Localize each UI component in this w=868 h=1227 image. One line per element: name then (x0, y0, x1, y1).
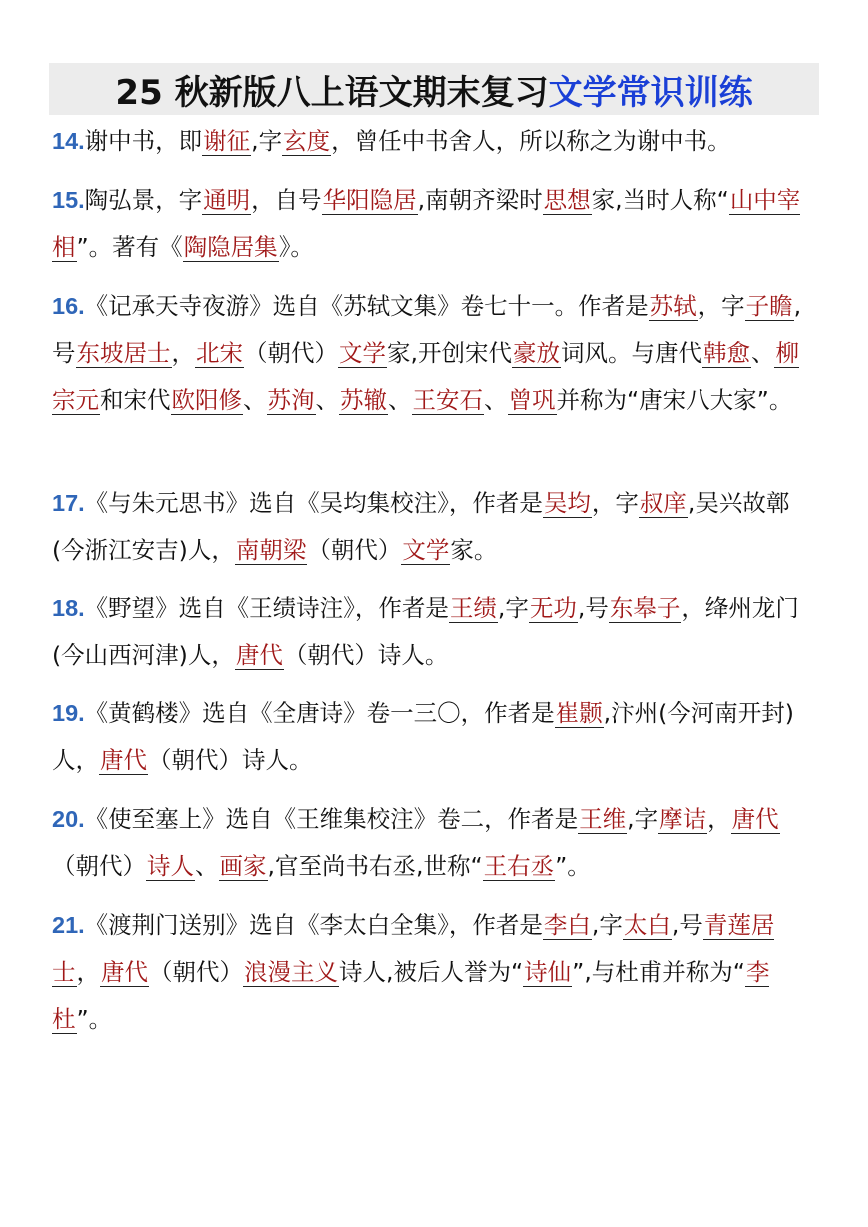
question-text: 并称为“唐宋八大家”。 (556, 386, 793, 414)
question-text: ，字 (591, 489, 639, 517)
answer-blank: 文学 (339, 339, 386, 367)
question-text: ,汴州(今河南开封)人， (52, 699, 794, 774)
question-text: ，自号 (251, 186, 322, 214)
question-text: ”。 (76, 1005, 113, 1033)
answer-blank: 叔庠 (639, 489, 687, 517)
question-text: ， (707, 805, 731, 833)
question-item (52, 118, 818, 165)
question-text: ”,与杜甫并称为“ (572, 958, 745, 986)
answer-blank: 青莲居士 (52, 911, 775, 986)
title-main: 25 秋新版八上语文期末复习 (115, 72, 549, 113)
question-text: 《野望》选自《王绩诗注》，作者是 (84, 594, 449, 622)
question-text: ，字 (697, 292, 745, 320)
question-item (52, 480, 818, 574)
answer-blank: 诗仙 (524, 958, 572, 986)
answer-blank: 王安石 (412, 386, 483, 414)
question-text: ，绛州龙门(今山西河津)人， (52, 594, 799, 669)
answer-blank: 陶隐居集 (183, 233, 278, 261)
question-text: （朝代）诗人。 (148, 746, 313, 774)
answer-blank: 李白 (543, 911, 591, 939)
answer-blank: 苏洵 (267, 386, 315, 414)
question-number: 20. (52, 806, 85, 832)
answer-blank: 王右丞 (483, 852, 555, 880)
question-text: ,字 (627, 805, 659, 833)
answer-blank: 玄度 (283, 127, 331, 155)
answer-blank: 唐代 (101, 958, 148, 986)
question-text: （朝代） (307, 536, 402, 564)
answer-blank: 通明 (203, 186, 251, 214)
question-text: 《黄鹤楼》选自《全唐诗》卷一三〇，作者是 (84, 699, 555, 727)
answer-blank: 思想 (543, 186, 591, 214)
page-title (49, 63, 819, 115)
answer-blank: 谢征 (203, 127, 251, 155)
question-text: 、 (388, 386, 412, 414)
question-text: 、 (195, 852, 219, 880)
question-text: 陶弘景，字 (84, 186, 203, 214)
question-text: 家,当时人称“ (591, 186, 729, 214)
question-text: ,南朝齐梁时 (417, 186, 543, 214)
answer-blank: 华阳隐居 (322, 186, 417, 214)
question-number: 14. (52, 128, 85, 154)
answer-blank: 北宋 (196, 339, 243, 367)
question-text: 《渡荆门送别》选自《李太白全集》，作者是 (84, 911, 543, 939)
answer-blank: 东坡居士 (76, 339, 171, 367)
answer-blank: 王绩 (449, 594, 497, 622)
question-text: ,吴兴故鄣(今浙江安吉)人， (52, 489, 790, 564)
question-text: （朝代） (52, 852, 146, 880)
question-number: 18. (52, 595, 85, 621)
question-text: ,官至尚书右丞,世称“ (267, 852, 483, 880)
title-highlight: 文学常识训练 (548, 72, 753, 113)
question-text: （朝代） (149, 958, 243, 986)
question-text: ”。 (555, 852, 591, 880)
answer-blank: 画家 (219, 852, 267, 880)
question-text: 谢中书，即 (84, 127, 203, 155)
question-text: 、 (243, 386, 267, 414)
answer-blank: 王维 (579, 805, 627, 833)
question-text: ,号 (577, 594, 609, 622)
question-item (52, 902, 818, 1043)
question-text: ,字 (251, 127, 283, 155)
question-number: 19. (52, 700, 85, 726)
question-text: ”。著有《 (76, 233, 183, 261)
question-item (52, 690, 818, 784)
question-text: 《使至塞上》选自《王维集校注》卷二，作者是 (84, 805, 579, 833)
question-text: 家,开创宋代 (387, 339, 512, 367)
question-text: ，曾任中书舍人，所以称之为谢中书。 (331, 127, 731, 155)
answer-blank: 欧阳修 (171, 386, 242, 414)
question-number: 17. (52, 490, 85, 516)
answer-blank: 东皋子 (609, 594, 681, 622)
answer-blank: 文学 (402, 536, 450, 564)
question-text: ,号 (671, 911, 703, 939)
question-text: ,字 (497, 594, 529, 622)
question-item (52, 585, 818, 679)
answer-blank: 南朝梁 (235, 536, 307, 564)
question-text: ， (171, 339, 195, 367)
answer-blank: 无功 (529, 594, 577, 622)
question-text: （朝代）诗人。 (283, 641, 449, 669)
answer-blank: 唐代 (235, 641, 283, 669)
answer-blank: 摩诘 (659, 805, 707, 833)
answer-blank: 崔颢 (555, 699, 603, 727)
question-number: 15. (52, 187, 85, 213)
answer-blank: 苏辙 (340, 386, 387, 414)
question-text: 词风。与唐代 (560, 339, 702, 367)
question-text: ,字 (591, 911, 623, 939)
question-text: ,号 (52, 292, 802, 367)
question-number: 21. (52, 912, 85, 938)
question-text: 、 (750, 339, 775, 367)
answer-blank: 豪放 (512, 339, 560, 367)
answer-blank: 韩愈 (702, 339, 750, 367)
question-text: 》。 (278, 233, 314, 261)
answer-blank: 浪漫主义 (244, 958, 338, 986)
answer-blank: 吴均 (543, 489, 591, 517)
question-text: 、 (484, 386, 508, 414)
question-text: 、 (315, 386, 339, 414)
answer-blank: 李杜 (52, 958, 770, 1033)
question-text: 家。 (450, 536, 498, 564)
question-item (52, 283, 818, 424)
answer-blank: 柳宗元 (52, 339, 799, 414)
answer-blank: 唐代 (100, 746, 147, 774)
question-item (52, 796, 818, 890)
answer-blank: 诗人 (147, 852, 194, 880)
question-text: （朝代） (244, 339, 338, 367)
answer-blank: 山中宰相 (52, 186, 801, 261)
answer-blank: 苏轼 (649, 292, 697, 320)
answer-blank: 太白 (623, 911, 671, 939)
answer-blank: 曾巩 (508, 386, 556, 414)
answer-blank: 唐代 (731, 805, 779, 833)
answer-blank: 子瞻 (745, 292, 793, 320)
question-text: ， (76, 958, 100, 986)
question-text: 诗人,被后人誉为“ (339, 958, 524, 986)
question-text: 《记承天寺夜游》选自《苏轼文集》卷七十一。作者是 (84, 292, 649, 320)
question-text: 和宋代 (100, 386, 171, 414)
question-item (52, 177, 818, 271)
question-number: 16. (52, 293, 85, 319)
question-text: 《与朱元思书》选自《吴均集校注》，作者是 (84, 489, 543, 517)
